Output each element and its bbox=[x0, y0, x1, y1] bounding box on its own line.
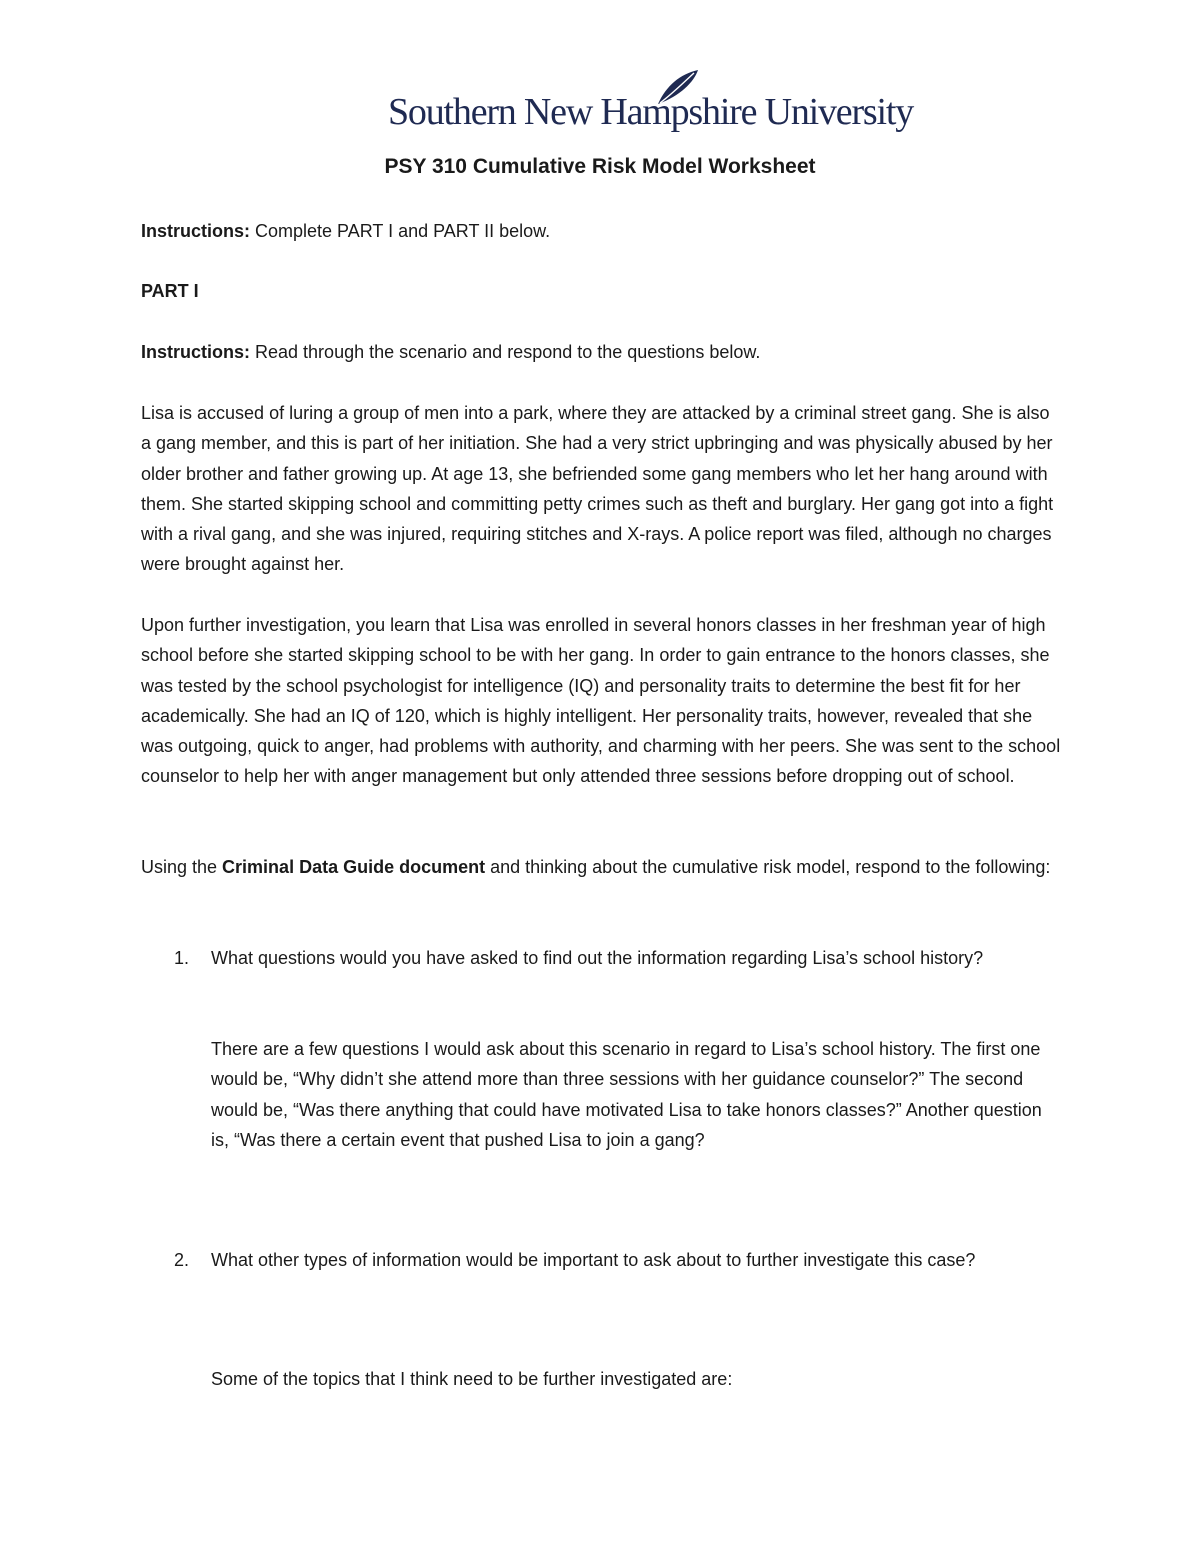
criminal-data-guide-reference: Criminal Data Guide document bbox=[222, 857, 486, 877]
worksheet-title: PSY 310 Cumulative Risk Model Worksheet bbox=[384, 155, 816, 178]
question-2-text: What other types of information would be important to ask about to further investigate this case? bbox=[211, 1250, 976, 1270]
logo-text: Southern New Hampshire University bbox=[388, 91, 914, 133]
instructions-label: Instructions: bbox=[141, 221, 251, 241]
question-1-answer: There are a few questions I would ask about this scenario in regard to Lisa’s school history. The first one would be, “Why didn’t she attend more than three sessions with her guidance counselor?” The second would be, “Was there anything that could have motivated Lisa to take honors classes?” Another question is, “Was there a certain event that pushed Lisa to join a gang? bbox=[211, 1039, 1042, 1150]
scenario-paragraph-2: Upon further investigation, you learn that Lisa was enrolled in several honors classes in her freshman year of high school before she started skipping school to be with her gang. In order to gain entrance to the honors classes, she was tested by the school psychologist for intelligence (IQ) and personality traits to determine the best fit for her academically. She had an IQ of 120, which is highly intelligent. Her personality traits, however, revealed that she was outgoing, quick to anger, had problems with authority, and charming with her peers. She was sent to the school counselor to help her with anger management but only attended three sessions before dropping out of school. bbox=[141, 615, 1061, 787]
part-one-instructions-label: Instructions: bbox=[141, 342, 251, 362]
instructions-text: Complete PART I and PART II below. bbox=[250, 221, 551, 241]
guide-instruction-post: and thinking about the cumulative risk model, respond to the following: bbox=[485, 857, 1051, 877]
guide-instruction-pre: Using the bbox=[141, 857, 223, 877]
guide-instruction bbox=[141, 852, 1061, 882]
question-2-answer: Some of the topics that I think need to be further investigated are: bbox=[211, 1369, 733, 1389]
question-1-text: What questions would you have asked to find out the information regarding Lisa’s school history? bbox=[211, 948, 984, 968]
part-one-instructions bbox=[141, 337, 1061, 367]
question-1-number: 1. bbox=[174, 948, 190, 968]
part-one-instructions-text: Read through the scenario and respond to the questions below. bbox=[250, 342, 761, 362]
scenario-paragraph-1: Lisa is accused of luring a group of men into a park, where they are attacked by a criminal street gang. She is also a gang member, and this is part of her initiation. She had a very strict upbringing and was physically abused by her older brother and father growing up. At age 13, she befriended some gang members who let her hang around with them. She started skipping school and committing petty crimes such as theft and burglary. Her gang got into a fight with a rival gang, and she was injured, requiring stitches and X-rays. A police report was filed, although no charges were brought against her. bbox=[141, 403, 1054, 575]
question-2-number: 2. bbox=[174, 1250, 190, 1270]
university-logo bbox=[388, 68, 914, 138]
top-instructions bbox=[141, 216, 1061, 246]
part-one-heading: PART I bbox=[141, 281, 199, 301]
